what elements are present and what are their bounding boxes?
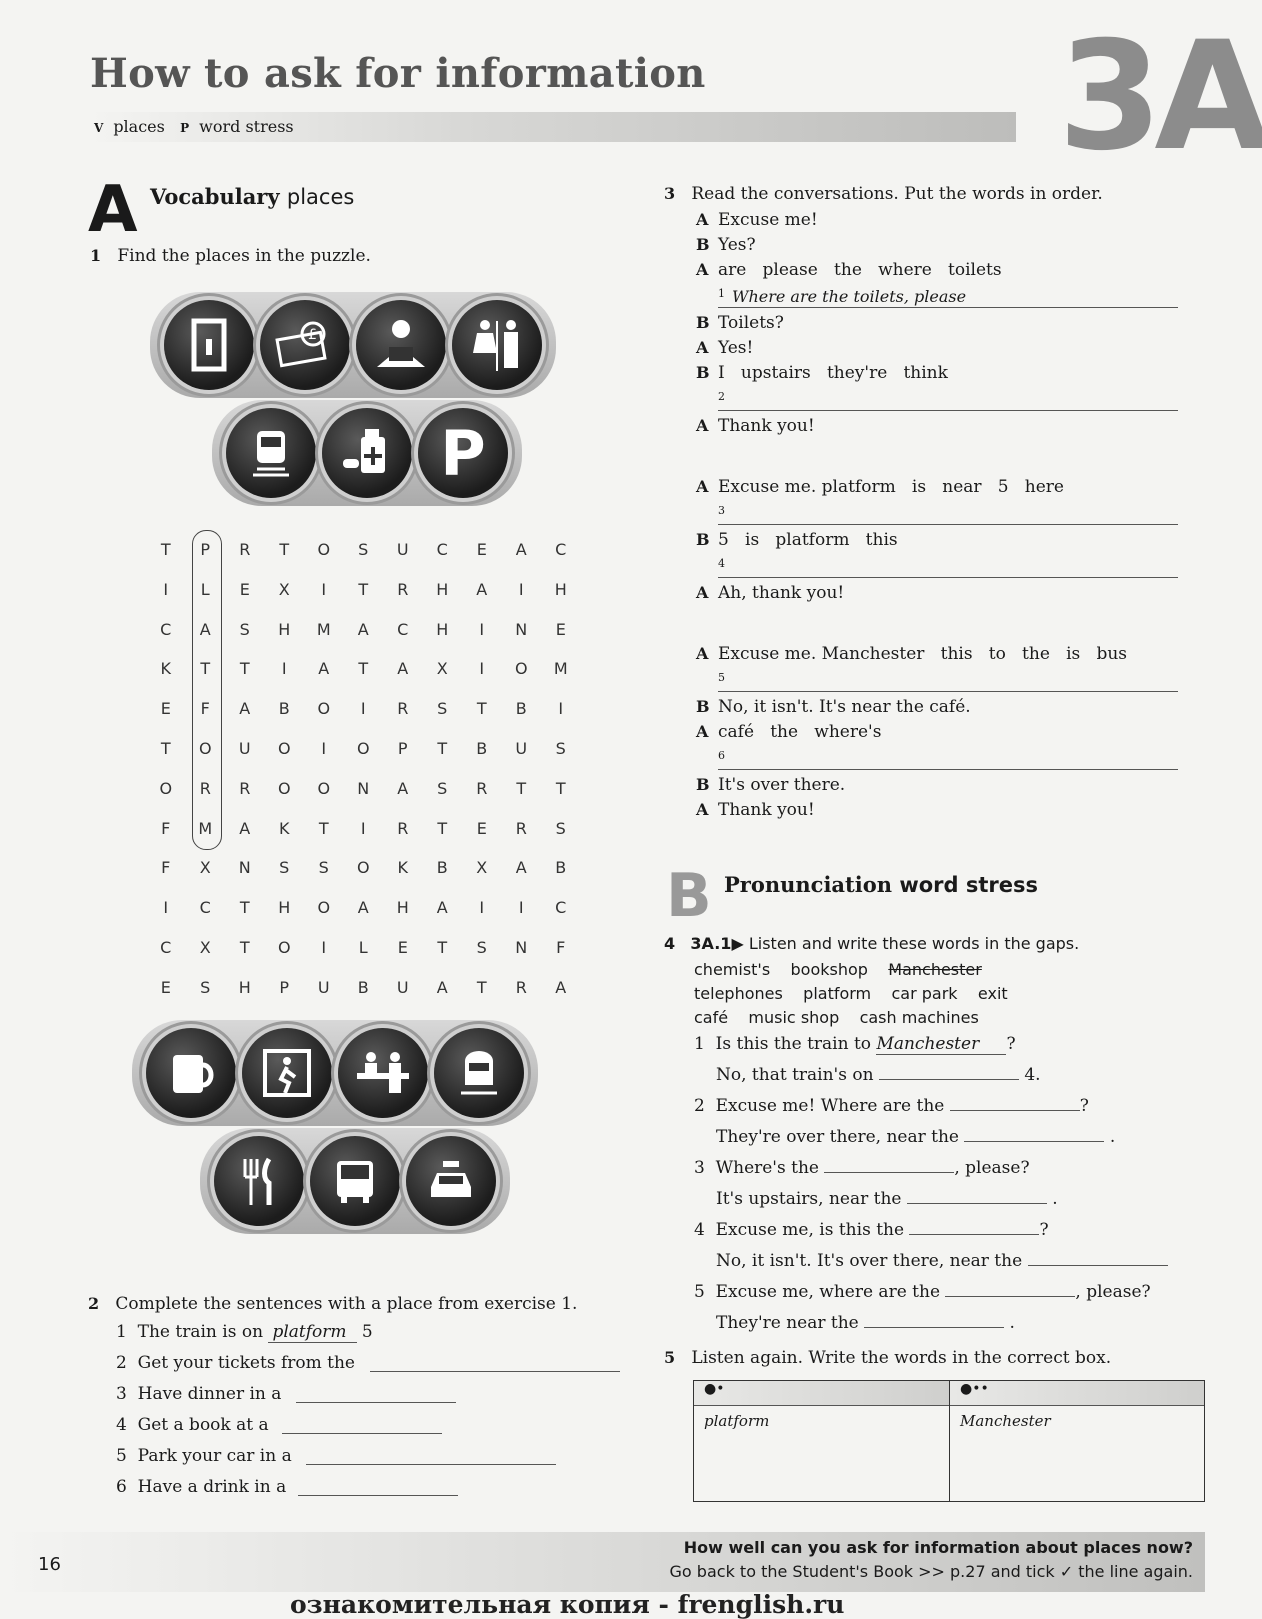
puzzle-cell[interactable]: K	[160, 659, 171, 679]
puzzle-cell[interactable]: T	[160, 540, 171, 559]
ex2-blank-5[interactable]	[306, 1464, 556, 1465]
ex2-item-5: 5 Park your car in a	[116, 1446, 636, 1477]
puzzle-cell[interactable]: A	[436, 977, 448, 997]
ex1-instruction: 1 Find the places in the puzzle.	[90, 246, 371, 266]
puzzle-cell[interactable]: R	[515, 977, 527, 997]
puzzle-cell[interactable]: P	[397, 738, 408, 758]
ex3-answer-line: 5	[696, 669, 1196, 697]
toilets-icon	[452, 300, 542, 390]
puzzle-cell[interactable]: H	[436, 579, 449, 599]
ex3-line: A Ah, thank you!	[696, 583, 845, 603]
pharmacy-icon	[322, 408, 412, 498]
icons-row-bottom	[132, 1020, 538, 1126]
puzzle-cell[interactable]: T	[476, 977, 487, 997]
ex3-line: A café the where's	[696, 722, 882, 742]
puzzle-cell[interactable]: B	[436, 858, 448, 878]
puzzle-cell[interactable]: M	[553, 659, 568, 679]
puzzle-cell[interactable]: I	[321, 579, 327, 599]
puzzle-cell[interactable]: H	[278, 619, 291, 639]
taxi-icon	[406, 1136, 496, 1226]
puzzle-cell[interactable]: B	[515, 699, 527, 719]
puzzle-cell[interactable]: I	[321, 937, 327, 957]
puzzle-cell[interactable]: B	[278, 699, 290, 719]
puzzle-cell[interactable]: A	[239, 818, 251, 838]
ex3-answer-line: 1 Where are the toilets, please	[696, 285, 1196, 313]
puzzle-cell[interactable]: B	[357, 977, 369, 997]
puzzle-cell[interactable]: U	[238, 738, 251, 758]
puzzle-cell[interactable]: T	[516, 778, 527, 798]
puzzle-cell[interactable]: U	[515, 738, 528, 758]
puzzle-cell[interactable]: X	[199, 858, 211, 878]
puzzle-cell[interactable]: O	[317, 540, 331, 559]
page-number: 16	[38, 1554, 61, 1575]
train-front-icon	[434, 1028, 524, 1118]
reading-icon	[356, 300, 446, 390]
puzzle-cell[interactable]: I	[518, 898, 524, 918]
puzzle-cell[interactable]: F	[161, 818, 171, 838]
footer-band	[0, 1532, 1205, 1592]
puzzle-cell[interactable]: T	[160, 738, 171, 758]
ex4-blank-r[interactable]	[879, 1079, 1019, 1080]
puzzle-cell[interactable]: L	[200, 579, 210, 599]
ex2-item-3: 3 Have dinner in a	[116, 1384, 636, 1415]
parking-letter: P	[440, 416, 486, 490]
puzzle-cell[interactable]: S	[437, 699, 448, 719]
puzzle-cell[interactable]: E	[239, 579, 250, 599]
puzzle-cell[interactable]: I	[360, 818, 366, 838]
ex2-blank-2[interactable]	[370, 1371, 620, 1372]
puzzle-cell[interactable]: A	[515, 858, 527, 878]
puzzle-cell[interactable]: R	[239, 778, 251, 798]
puzzle-cell[interactable]: A	[357, 619, 369, 639]
puzzle-cell[interactable]: T	[437, 818, 448, 838]
ex4-blank-r[interactable]	[864, 1327, 1004, 1328]
ex3-line: B 5 is platform this	[696, 530, 898, 550]
puzzle-cell[interactable]: P	[279, 977, 290, 997]
puzzle-cell[interactable]: S	[318, 858, 329, 878]
puzzle-cell[interactable]: T	[239, 898, 250, 918]
puzzle-cell[interactable]: C	[160, 619, 172, 639]
puzzle-cell[interactable]: A	[318, 659, 330, 679]
puzzle-cell[interactable]: C	[436, 540, 448, 559]
ex2-answer-1: platform	[268, 1322, 356, 1343]
puzzle-cell[interactable]: O	[356, 858, 370, 878]
ex4-word-bank: chemist's bookshop Manchester telephones platform car park exit café music shop cash machines	[694, 960, 1008, 1027]
puzzle-cell[interactable]: O	[317, 898, 331, 918]
stress-table	[693, 1380, 1205, 1502]
money-icon	[260, 300, 350, 390]
puzzle-cell[interactable]: T	[358, 579, 369, 599]
ex2-item-4: 4 Get a book at a	[116, 1415, 636, 1446]
ex3-answer-line: 4	[696, 555, 1196, 583]
stress-col-2	[950, 1381, 1204, 1501]
puzzle-cell[interactable]: S	[555, 818, 566, 838]
puzzle-cell[interactable]: H	[554, 579, 567, 599]
puzzle-cell[interactable]: O	[356, 738, 370, 758]
ex4-blank-q[interactable]	[824, 1172, 954, 1173]
puzzle-cell[interactable]: T	[476, 699, 487, 719]
puzzle-cell[interactable]: S	[555, 738, 566, 758]
puzzle-cell[interactable]: I	[518, 579, 524, 599]
puzzle-cell[interactable]: A	[515, 540, 527, 559]
puzzle-cell[interactable]: R	[397, 699, 409, 719]
puzzle-cell[interactable]: T	[437, 738, 448, 758]
puzzle-cell[interactable]: A	[555, 977, 567, 997]
ex4-list	[694, 1034, 1194, 1344]
puzzle-cell[interactable]: H	[278, 898, 291, 918]
ex3-line: B Yes?	[696, 235, 756, 255]
icons-row-top	[150, 292, 556, 398]
section-a-letter: A	[88, 173, 138, 247]
section-b-heading: Pronunciation word stress	[724, 872, 1038, 897]
puzzle-cell[interactable]: T	[358, 659, 369, 679]
ex4-blank-r[interactable]	[907, 1203, 1047, 1204]
puzzle-cell[interactable]: I	[360, 699, 366, 719]
page-title: How to ask for information	[90, 50, 706, 97]
puzzle-cell[interactable]: N	[238, 858, 251, 878]
puzzle-cell[interactable]: H	[436, 619, 449, 639]
ex4-question: 3 Where's the , please?	[694, 1158, 1030, 1178]
puzzle-cell[interactable]: N	[515, 937, 528, 957]
svg-text:£: £	[308, 327, 317, 343]
ex3-blank[interactable]	[718, 769, 1178, 770]
puzzle-cell[interactable]: A	[436, 898, 448, 918]
puzzle-cell[interactable]: H	[238, 977, 251, 997]
ex2-list	[116, 1322, 636, 1508]
stress-col-1-head: ●•	[694, 1381, 949, 1406]
puzzle-cell[interactable]: X	[436, 659, 448, 679]
ex3-answer-line: 6	[696, 747, 1196, 775]
ex4-question: 5 Excuse me, where are the , please?	[694, 1282, 1151, 1302]
ex5-instruction: 5 Listen again. Write the words in the correct box.	[664, 1348, 1112, 1368]
puzzle-cell[interactable]: M	[198, 818, 213, 838]
footer-line-1: How well can you ask for information about places now?	[683, 1538, 1193, 1557]
puzzle-cell[interactable]: A	[199, 619, 211, 639]
puzzle-cell[interactable]: I	[479, 898, 485, 918]
puzzle-cell[interactable]: C	[199, 898, 211, 918]
puzzle-cell[interactable]: C	[555, 898, 567, 918]
stress-col-1	[694, 1381, 950, 1501]
ex3-line: A Yes!	[696, 338, 754, 358]
puzzle-cell[interactable]: M	[316, 619, 331, 639]
puzzle-cell[interactable]: E	[476, 540, 487, 559]
puzzle-cell[interactable]: A	[476, 579, 488, 599]
puzzle-cell[interactable]: O	[277, 778, 291, 798]
puzzle-cell[interactable]: F	[161, 858, 171, 878]
ex4-question: 1 Is this the train to Manchester ?	[694, 1034, 1016, 1054]
ex2-item-1: 1 The train is on platform 5	[116, 1322, 373, 1342]
puzzle-cell[interactable]: S	[200, 977, 211, 997]
puzzle-cell[interactable]: F	[556, 937, 566, 957]
p-text: word stress	[199, 117, 294, 136]
puzzle-cell[interactable]: O	[159, 778, 173, 798]
door-icon	[164, 300, 254, 390]
v-text: places	[113, 117, 165, 136]
ex4-reply: It's upstairs, near the .	[716, 1189, 1058, 1209]
puzzle-cell[interactable]: O	[277, 937, 291, 957]
puzzle-cell[interactable]: E	[160, 699, 171, 719]
puzzle-cell[interactable]: X	[278, 579, 290, 599]
puzzle-cell[interactable]: S	[239, 619, 250, 639]
puzzle-cell[interactable]: O	[317, 778, 331, 798]
puzzle-cell[interactable]: S	[437, 778, 448, 798]
ex3-line: A Excuse me. platform is near 5 here	[696, 477, 1064, 497]
puzzle-cell[interactable]: E	[397, 937, 408, 957]
puzzle-cell[interactable]: A	[357, 898, 369, 918]
ex3-answer-line: 2	[696, 388, 1196, 416]
subtitle-bar	[88, 112, 1016, 142]
puzzle-cell[interactable]: A	[397, 778, 409, 798]
ex3-answer-line: 3	[696, 502, 1196, 530]
ex4-blank-q[interactable]: Manchester	[876, 1034, 1006, 1055]
play-icon[interactable]: ▶	[731, 934, 744, 953]
ex4-instruction: 4 3A.1▶ Listen and write these words in the gaps.	[664, 934, 1080, 953]
ex4-blank-q[interactable]	[950, 1110, 1080, 1111]
ex2-blank-4[interactable]	[282, 1433, 442, 1434]
puzzle-cell[interactable]: I	[281, 659, 287, 679]
puzzle-cell[interactable]: R	[397, 818, 409, 838]
puzzle-cell[interactable]: I	[163, 898, 169, 918]
stress-col-2-head: ●••	[950, 1381, 1204, 1406]
puzzle-cell[interactable]: U	[396, 540, 409, 559]
puzzle-cell[interactable]: A	[239, 699, 251, 719]
icons-row-bottom2	[200, 1128, 510, 1234]
puzzle-cell[interactable]: H	[396, 898, 409, 918]
reception-icon	[338, 1028, 428, 1118]
puzzle-cell[interactable]: O	[514, 659, 528, 679]
ex4-reply: They're over there, near the .	[716, 1127, 1116, 1147]
puzzle-cell[interactable]: S	[358, 540, 369, 559]
ex3-instruction: 3 Read the conversations. Put the words in order.	[664, 184, 1103, 204]
section-b-letter: B	[666, 861, 712, 931]
ex4-blank-r[interactable]	[1028, 1265, 1168, 1266]
ex4-blank-q[interactable]	[909, 1234, 1039, 1235]
section-a-heading: Vocabulary places	[150, 184, 355, 209]
ex3-blank[interactable]	[718, 577, 1178, 578]
puzzle-cell[interactable]: E	[555, 619, 566, 639]
puzzle-cell[interactable]: O	[277, 738, 291, 758]
ex3-line: A Thank you!	[696, 800, 815, 820]
puzzle-cell[interactable]: R	[239, 540, 251, 559]
puzzle-cell[interactable]: T	[279, 540, 290, 559]
puzzle-cell[interactable]: U	[317, 977, 330, 997]
puzzle-cell[interactable]: E	[160, 977, 171, 997]
ex3-conversations	[696, 210, 1196, 825]
puzzle-cell[interactable]: A	[397, 659, 409, 679]
puzzle-cell[interactable]: N	[357, 778, 370, 798]
bus-icon	[310, 1136, 400, 1226]
ex4-reply: They're near the .	[716, 1313, 1015, 1333]
puzzle-cell[interactable]: K	[279, 818, 290, 838]
word-puzzle	[146, 540, 581, 1018]
ex3-blank[interactable]	[718, 410, 1178, 411]
ex4-blank-q[interactable]	[945, 1296, 1075, 1297]
ex4-blank-r[interactable]	[964, 1141, 1104, 1142]
v-label: V	[94, 121, 104, 135]
puzzle-cell[interactable]: T	[200, 659, 211, 679]
puzzle-cell[interactable]: I	[479, 619, 485, 639]
ex3-line: A Excuse me. Manchester this to the is bus	[696, 644, 1128, 664]
ex3-line: A are please the where toilets	[696, 260, 1002, 280]
ex4-reply: No, that train's on 4.	[716, 1065, 1041, 1085]
puzzle-cell[interactable]: U	[396, 977, 409, 997]
puzzle-cell[interactable]: S	[279, 858, 290, 878]
ex2-blank-3[interactable]	[296, 1402, 456, 1403]
puzzle-cell[interactable]: E	[476, 818, 487, 838]
stress-col-1-example[interactable]: platform	[704, 1412, 770, 1430]
puzzle-cell[interactable]: T	[318, 818, 329, 838]
puzzle-cell[interactable]: R	[199, 778, 211, 798]
puzzle-cell[interactable]: B	[555, 858, 567, 878]
ex3-line: B No, it isn't. It's near the café.	[696, 697, 971, 717]
parking-icon	[418, 408, 508, 498]
footer-line-2: Go back to the Student's Book >> p.27 and tick ✓ the line again.	[669, 1562, 1193, 1581]
ex3-line: B It's over there.	[696, 775, 846, 795]
ex2-instruction: 2 Complete the sentences with a place from exercise 1.	[88, 1294, 578, 1314]
ex3-line: B Toilets?	[696, 313, 784, 333]
ex3-blank[interactable]	[718, 691, 1178, 692]
puzzle-cell[interactable]: K	[397, 858, 408, 878]
puzzle-cell[interactable]: R	[397, 579, 409, 599]
ex4-reply: No, it isn't. It's over there, near the	[694, 1251, 1194, 1282]
puzzle-cell[interactable]: I	[163, 579, 169, 599]
puzzle-cell[interactable]: T	[239, 937, 250, 957]
ex4-question: 4 Excuse me, is this the ?	[694, 1220, 1049, 1240]
puzzle-cell[interactable]: N	[515, 619, 528, 639]
stress-col-2-example[interactable]: Manchester	[960, 1412, 1051, 1430]
puzzle-cell[interactable]: O	[198, 738, 212, 758]
puzzle-cell[interactable]: C	[555, 540, 567, 559]
restaurant-icon	[214, 1136, 304, 1226]
puzzle-cell[interactable]: R	[476, 778, 488, 798]
train-icon	[226, 408, 316, 498]
ex2-item-2: 2 Get your tickets from the	[116, 1353, 636, 1384]
ex3-blank[interactable]	[718, 307, 1178, 308]
ex2-blank-6[interactable]	[298, 1495, 458, 1496]
ex3-blank[interactable]	[718, 524, 1178, 525]
puzzle-cell[interactable]: I	[558, 699, 564, 719]
exit-icon	[242, 1028, 332, 1118]
cafe-icon	[146, 1028, 236, 1118]
puzzle-cell[interactable]: B	[476, 738, 488, 758]
puzzle-cell[interactable]: T	[239, 659, 250, 679]
puzzle-cell[interactable]: P	[200, 540, 211, 559]
ex3-line: B I upstairs they're think	[696, 363, 948, 383]
ex4-question: 2 Excuse me! Where are the ?	[694, 1096, 1089, 1116]
puzzle-cell[interactable]: X	[476, 858, 488, 878]
ex3-line: A Excuse me!	[696, 210, 818, 230]
puzzle-cell[interactable]: F	[200, 699, 210, 719]
puzzle-cell[interactable]: T	[555, 778, 566, 798]
puzzle-cell[interactable]: O	[317, 699, 331, 719]
watermark-text: ознакомительная копия - frenglish.ru	[290, 1590, 845, 1619]
track-label: 3A.1	[690, 934, 732, 953]
puzzle-cell[interactable]: X	[199, 937, 211, 957]
ex2-item-6: 6 Have a drink in a	[116, 1477, 636, 1508]
ex3-line: A Thank you!	[696, 416, 815, 436]
puzzle-cell[interactable]: T	[437, 937, 448, 957]
puzzle-cell[interactable]: S	[476, 937, 487, 957]
icons-row-mid	[212, 400, 522, 506]
unit-badge: 3A	[1058, 10, 1262, 184]
p-label: P	[180, 121, 190, 135]
puzzle-cell[interactable]: I	[479, 659, 485, 679]
puzzle-cell[interactable]: I	[321, 738, 327, 758]
puzzle-cell[interactable]: R	[515, 818, 527, 838]
puzzle-cell[interactable]: C	[160, 937, 172, 957]
puzzle-cell[interactable]: L	[358, 937, 368, 957]
puzzle-cell[interactable]: C	[397, 619, 409, 639]
